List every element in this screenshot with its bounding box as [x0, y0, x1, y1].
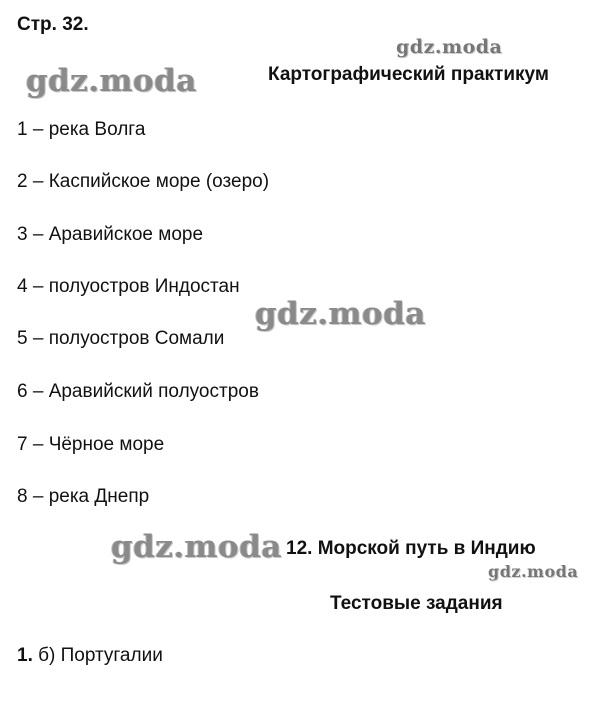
map-item: 7 – Чёрное море: [17, 434, 165, 455]
map-item: 6 – Аравийский полуостров: [17, 381, 259, 402]
map-item: 8 – река Днепр: [17, 486, 150, 507]
answer-number: 1.: [17, 645, 33, 666]
section-heading-practicum: Картографический практикум: [268, 64, 549, 85]
lesson-heading: 12. Морской путь в Индию: [286, 538, 536, 559]
answer-item: [17, 645, 163, 667]
map-item: 1 – река Волга: [17, 119, 146, 140]
watermark: gdz.moda: [111, 529, 282, 565]
map-item: 5 – полуостров Сомали: [17, 328, 225, 349]
page-number: Стр. 32.: [17, 14, 89, 35]
watermark: gdz.moda: [26, 63, 197, 99]
map-item: 2 – Каспийское море (озеро): [17, 171, 270, 192]
tests-heading: Тестовые задания: [330, 593, 503, 614]
watermark: gdz.moda: [396, 36, 503, 58]
map-item: 4 – полуостров Индостан: [17, 276, 240, 297]
watermark: gdz.moda: [488, 562, 579, 581]
answer-text: б) Португалии: [32, 645, 163, 666]
map-item: 3 – Аравийское море: [17, 224, 204, 245]
watermark: gdz.moda: [255, 296, 426, 332]
